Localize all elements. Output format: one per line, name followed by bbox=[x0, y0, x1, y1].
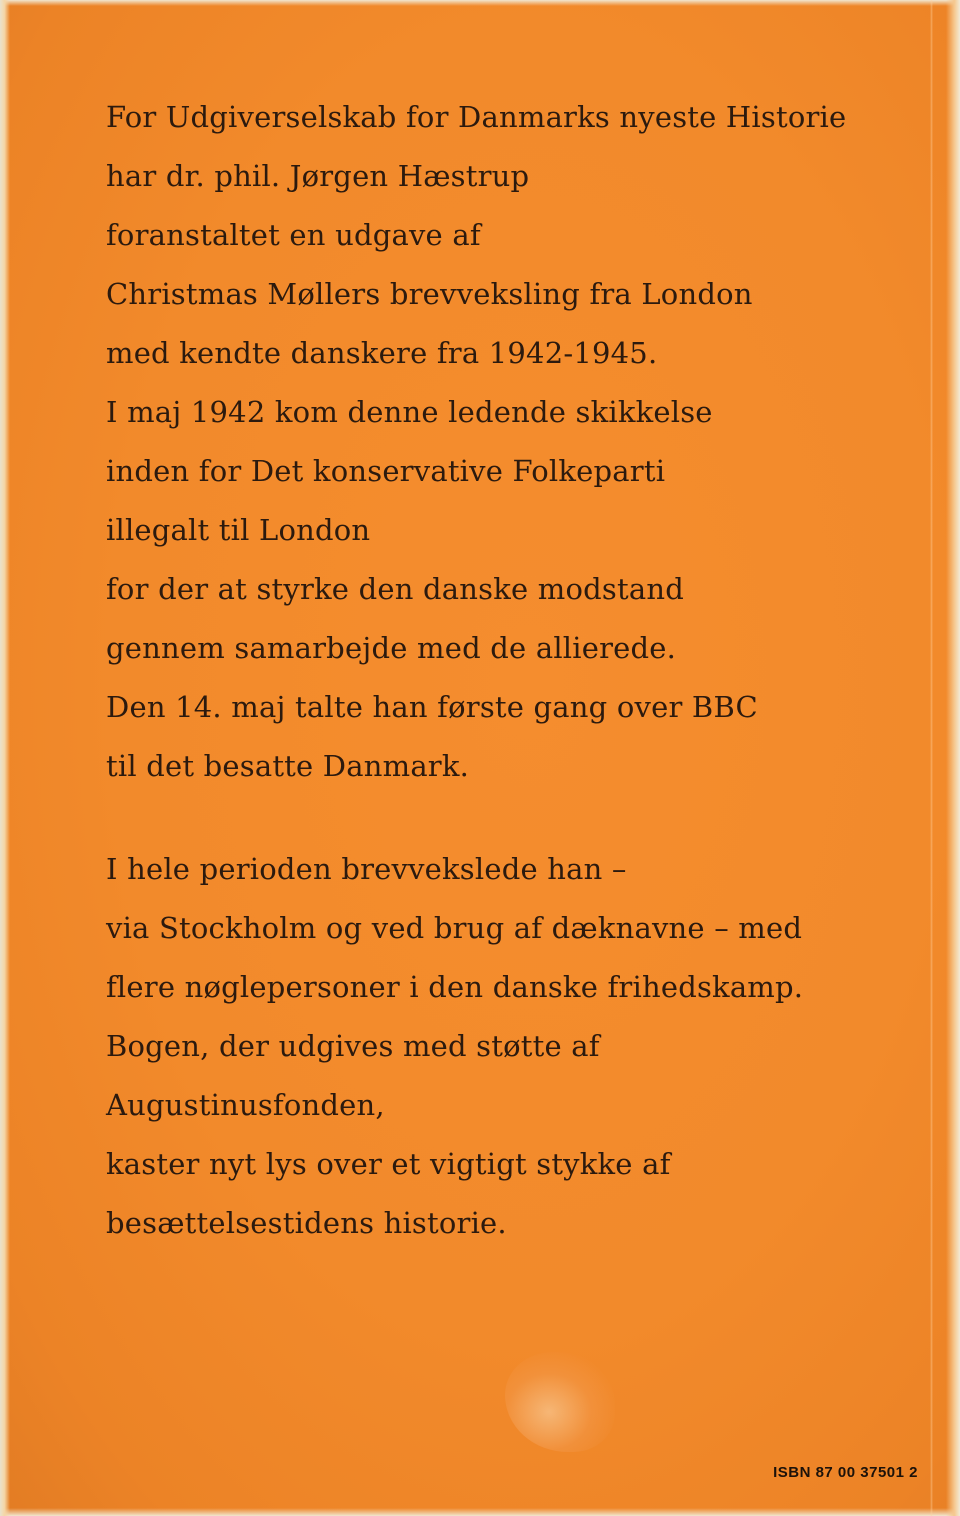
blurb-line: til det besatte Danmark. bbox=[106, 749, 470, 783]
cover-right-edge bbox=[946, 0, 960, 1516]
blurb-line: Den 14. maj talte han første gang over BBC bbox=[106, 690, 758, 724]
blurb-paragraph-2 bbox=[106, 840, 906, 1253]
blurb-line: Augustinusfonden, bbox=[106, 1088, 385, 1122]
blurb-line: flere nøglepersoner i den danske frihedskamp. bbox=[106, 970, 804, 1004]
wear-mark bbox=[505, 1352, 615, 1452]
blurb-line: Christmas Møllers brevveksling fra London bbox=[106, 277, 753, 311]
blurb-line: Bogen, der udgives med støtte af bbox=[106, 1029, 600, 1063]
blurb-text bbox=[106, 88, 906, 1253]
blurb-line: via Stockholm og ved brug af dæknavne – med bbox=[106, 911, 803, 945]
cover-left-edge bbox=[0, 0, 10, 1516]
blurb-line: illegalt til London bbox=[106, 513, 371, 547]
blurb-line: med kendte danskere fra 1942-1945. bbox=[106, 336, 658, 370]
cover-top-edge bbox=[0, 0, 960, 6]
blurb-line: for der at styrke den danske modstand bbox=[106, 572, 684, 606]
blurb-line: For Udgiverselskab for Danmarks nyeste Historie bbox=[106, 100, 847, 134]
blurb-line: kaster nyt lys over et vigtigt stykke af bbox=[106, 1147, 671, 1181]
blurb-line: gennem samarbejde med de allierede. bbox=[106, 631, 677, 665]
blurb-line: har dr. phil. Jørgen Hæstrup bbox=[106, 159, 530, 193]
blurb-line: besættelsestidens historie. bbox=[106, 1206, 507, 1240]
blurb-line: I hele perioden brevvekslede han – bbox=[106, 852, 627, 886]
isbn-number: ISBN 87 00 37501 2 bbox=[773, 1464, 918, 1481]
blurb-paragraph-1 bbox=[106, 88, 906, 796]
cover-bottom-edge bbox=[0, 1508, 960, 1516]
paragraph-spacer bbox=[106, 796, 906, 840]
blurb-line: I maj 1942 kom denne ledende skikkelse bbox=[106, 395, 713, 429]
blurb-line: foranstaltet en udgave af bbox=[106, 218, 481, 252]
blurb-line: inden for Det konservative Folkeparti bbox=[106, 454, 666, 488]
spine-crease bbox=[930, 0, 933, 1516]
